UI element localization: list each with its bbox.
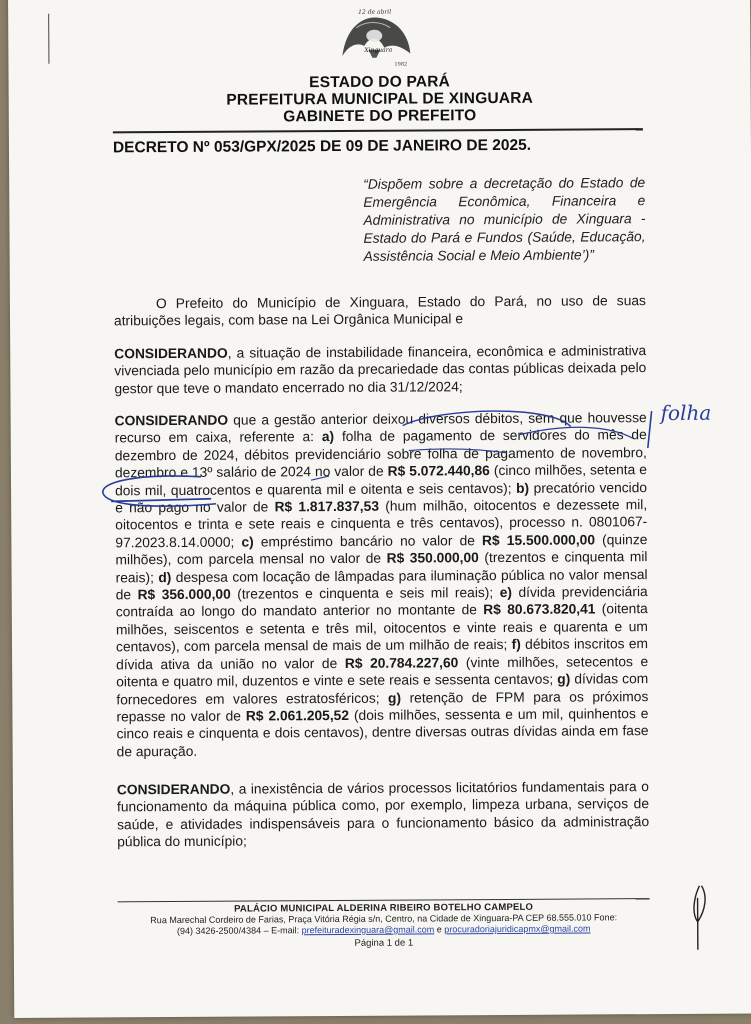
document-page <box>8 0 751 1018</box>
considerando-lead: CONSIDERANDO <box>114 345 228 362</box>
text-segment: débitos inscritos em dívida ativa da união no valor de <box>116 636 649 673</box>
ink-margin-bar <box>648 411 652 448</box>
text-segment: (quinze milhões), com parcela mensal no valor de <box>115 531 648 568</box>
header-municipality: PREFEITURA MUNICIPAL DE XINGUARA <box>226 89 534 109</box>
footer-phone: (94) 3426-2500/4384 – E-mail: <box>176 925 302 936</box>
item-letter: g) <box>387 690 402 706</box>
pen-mark <box>48 14 49 64</box>
text-segment: despesa com locação de lâmpadas para iluminação pública no valor mensal de <box>115 566 648 603</box>
considerando-lead: CONSIDERANDO <box>114 412 229 429</box>
page-number: Página 1 de 1 <box>354 937 414 949</box>
considerando-text: , a situação de instabilidade financeira, econômica e administrativa vivenciada pelo município em razão da precariedade das contas públicas deixada pelo gestor que teve o mandato encerrado no dia 31/12/2024; <box>114 343 647 397</box>
considerando-paragraph-1 <box>114 342 646 397</box>
amount-value: R$ 20.784.227,60 <box>344 654 459 671</box>
footer-palace: PALÁCIO MUNICIPAL ALDERINA RIBEIRO BOTELHO CAMPELO <box>234 901 534 915</box>
amount-value: R$ 5.072.440,86 <box>387 463 490 479</box>
amount-value: R$ 356.000,00 <box>137 586 231 603</box>
text-segment: (dois milhões, sessenta e um mil, quinhentos e cinco reais e cinquenta e dois centavos), dentre diversas outras dívidas ainda em fase de apuração. <box>116 706 649 760</box>
header-state: ESTADO DO PARÁ <box>309 73 451 92</box>
header-office: GABINETE DO PREFEITO <box>283 107 477 126</box>
text-segment: folha de pagamento de servidores do mês de dezembro de 2024, débitos previdenciário sobre folha de pagamento de novembro, dezembro e 13º salário de 2024 no valor de <box>114 427 647 481</box>
text-segment: dívidas com fornecedores em valores estratosféricos; <box>116 671 649 707</box>
text-segment: (trezentos e cinquenta mil reais); <box>115 549 648 586</box>
text-segment: retenção de FPM para os próximos repasse no valor de <box>116 688 649 725</box>
footer-and: e <box>434 924 445 935</box>
item-letter: d) <box>158 569 172 585</box>
document-header <box>9 71 751 127</box>
email-link-procuradoria[interactable]: procuradoriajuridicapmx@gmail.com <box>444 923 591 935</box>
intro-paragraph: O Prefeito do Município de Xinguara, Estado do Pará, no uso de suas atribuições legais, com base na Lei Orgânica Municipal e <box>113 293 646 329</box>
text-segment: (hum milhão, oitocentos e dezessete mil, oitocentos e trinta e sete reais e cinquenta e três centavos), processo n. 0801067-97.2023.8.14.0000; <box>115 497 648 551</box>
footer-address: Rua Marechal Cordeiro de Farias, Praça Vitória Régia s/n, Centro, na Cidade de Xinguara-PA CEP 68.555.010 Fone: <box>150 912 618 926</box>
document-footer <box>118 898 650 950</box>
item-letter: f) <box>511 637 521 653</box>
logo-name: Xinguara <box>364 46 393 54</box>
text-segment: que a gestão anterior deixou diversos débitos, sem que houvesse recurso em caixa, referente a: <box>114 410 647 446</box>
item-letter: a) <box>321 429 335 445</box>
text-segment: dívida previdenciária contraída ao longo do mandato anterior no montante de <box>115 584 648 620</box>
considerando-paragraph-2 <box>115 409 649 760</box>
text-segment: empréstimo bancário no valor de <box>253 532 483 550</box>
signature-initial <box>694 886 706 950</box>
footer-contact <box>118 923 650 937</box>
considerando-paragraph-3 <box>117 778 649 851</box>
item-letter: e) <box>499 584 513 601</box>
municipal-coat-of-arms-logo <box>334 6 416 72</box>
handwritten-note: folha <box>660 400 712 426</box>
logo-year: 1982 <box>394 61 408 68</box>
text-segment: (vinte milhões, setecentos e oitenta e quatro mil, duzentos e vinte e sete reais e sessenta centavos; <box>116 653 649 690</box>
decree-epigraph: “Dispõem sobre a decretação do Estado de Emergência Econômica, Financeira e Administrativa no município de Xinguara - Estado do Pará e Fundos (Saúde, Educação, Assistência Social e Meio Ambiente’)” <box>363 175 646 264</box>
amount-value: R$ 1.817.837,53 <box>274 498 380 515</box>
item-letter: g) <box>557 671 571 687</box>
text-segment: (oitenta milhões, seiscentos e setenta e três mil, oitocentos e vinte reais e quarenta e um centavos), com parcela mensal de mais de um milhão de reais; <box>115 601 648 655</box>
text-segment: precatório vencido e não pago no valor de <box>115 479 648 516</box>
decree-title: DECRETO Nº 053/GPX/2025 DE 09 DE JANEIRO DE 2025. <box>112 136 532 157</box>
amount-value: R$ 80.673.820,41 <box>483 601 596 618</box>
logo-top-text: 12 de abril <box>358 8 392 16</box>
text-segment: (trezentos e cinquenta e seis mil reais); <box>230 585 500 602</box>
considerando-text: , a inexistência de vários processos licitatórios fundamentais para o funcionamento da máquina pública como, por exemplo, limpeza urbana, serviços de saúde, e atividades indispensáveis para o funcionamento básico da administração pública do município; <box>116 779 650 850</box>
amount-value: R$ 2.061.205,52 <box>245 707 350 724</box>
item-letter: c) <box>241 534 254 550</box>
considerando-lead: CONSIDERANDO <box>116 781 231 798</box>
amount-value: R$ 350.000,00 <box>386 550 479 566</box>
item-letter: b) <box>516 480 530 496</box>
header-divider <box>113 128 643 133</box>
amount-value: R$ 15.500.000,00 <box>481 532 596 548</box>
email-link-prefeitura[interactable]: prefeituradexinguara@gmail.com <box>301 924 435 936</box>
text-segment: (cinco milhões, setenta e dois mil, quatrocentos e quarenta mil e oitenta e seis centavos); <box>115 462 647 498</box>
